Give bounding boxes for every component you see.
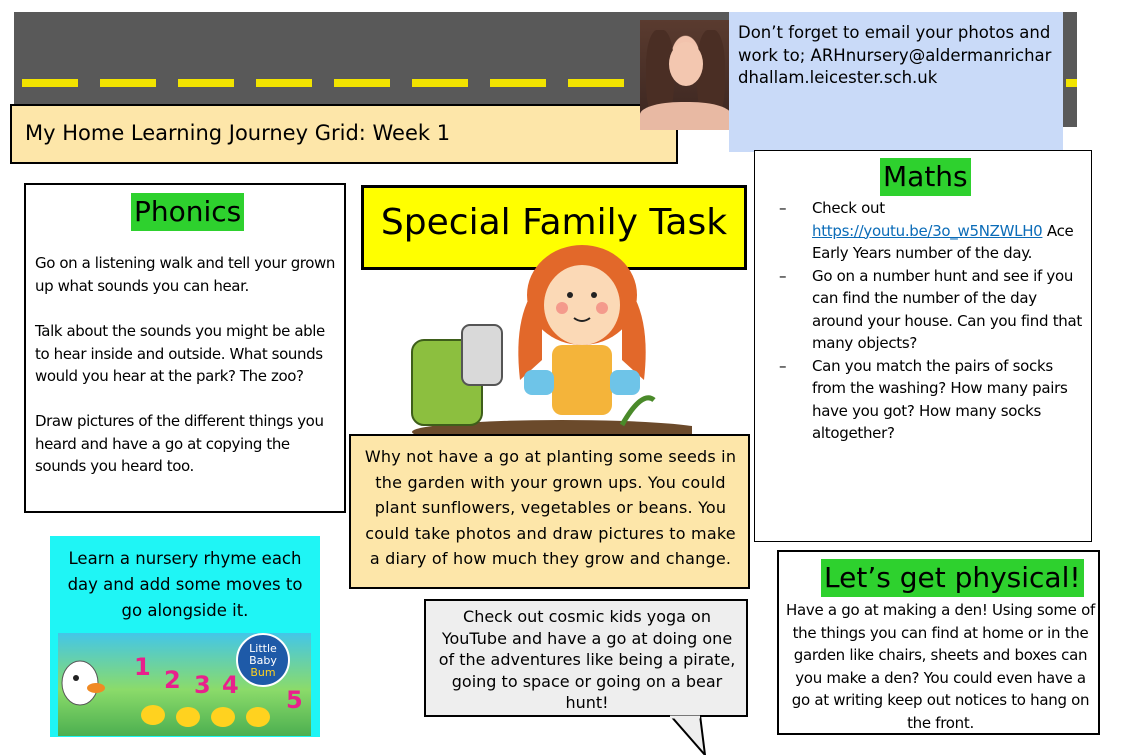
- sprout-icon: [622, 398, 654, 425]
- number-label: 1: [134, 653, 151, 681]
- maths-heading: Maths: [880, 158, 971, 196]
- duckling-icon: [246, 707, 270, 727]
- number-label: 2: [164, 666, 181, 694]
- road-dash: [568, 79, 624, 87]
- duckling-icon: [141, 705, 165, 725]
- road-dash: [412, 79, 468, 87]
- road-dash: [490, 79, 546, 87]
- special-task-text: Why not have a go at planting some seeds in the garden with your grown ups. You could plant sunflowers, vegetables or beans. You could take photos and draw pictures to make a diary of how much they grow and change.: [364, 447, 737, 568]
- glove-icon: [610, 370, 640, 395]
- logo-text: Little: [249, 642, 277, 655]
- yoga-text: Check out cosmic kids yoga on YouTube and have a go at doing one of the adventures like being a pirate, going to space or going on a bear hunt!: [438, 607, 736, 712]
- phonics-paragraph: Draw pictures of the different things you heard and have a go at copying the sounds you heard too.: [35, 412, 324, 475]
- maths-list: [779, 197, 1085, 445]
- page-title: My Home Learning Journey Grid: Week 1: [25, 121, 451, 145]
- duck-icon: [62, 661, 98, 705]
- youtube-link[interactable]: https://youtu.be/3o_w5NZWLH0: [812, 221, 1043, 240]
- email-note-box: [729, 12, 1063, 152]
- girl-face: [544, 265, 620, 345]
- email-note[interactable]: Don’t forget to email your photos and work to; ARHnursery@aldermanrichardhallam.leicester.sch.uk: [738, 23, 1052, 87]
- road-dash: [334, 79, 390, 87]
- road-dash: [1066, 79, 1077, 87]
- garden-tool: [462, 325, 502, 385]
- page-title-box: [10, 104, 678, 164]
- speech-bubble-tail: [660, 715, 710, 755]
- phonics-paragraph: Go on a listening walk and tell your grown up what sounds you can hear.: [35, 254, 336, 295]
- nursery-rhyme-text: Learn a nursery rhyme each day and add some moves to go alongside it.: [67, 549, 303, 620]
- physical-heading: Let’s get physical!: [821, 559, 1084, 597]
- road-dash: [22, 79, 78, 87]
- teacher-photo: [640, 20, 731, 130]
- number-label: 3: [194, 671, 211, 699]
- phonics-panel: [24, 183, 346, 513]
- duckling-icon: [211, 707, 235, 727]
- phonics-paragraph: Talk about the sounds you might be able to hear inside and outside. What sounds would you hear at the park? The zoo?: [35, 322, 325, 385]
- road-dash: [256, 79, 312, 87]
- logo-text: Bum: [250, 666, 276, 679]
- number-label: 5: [286, 686, 303, 714]
- glove-icon: [524, 370, 554, 395]
- special-task-box: [349, 434, 750, 589]
- gardening-girl-illustration: [392, 240, 692, 440]
- road-dash: [178, 79, 234, 87]
- number-label: 4: [222, 671, 239, 699]
- duckling-icon: [176, 707, 200, 727]
- physical-panel: [777, 550, 1100, 735]
- list-item: – Check out https://youtu.be/3o_w5NZWLH0 Ace Early Years number of the day.: [779, 197, 1085, 265]
- physical-text: Have a go at making a den! Using some of the things you can find at home or in the garden like chairs, sheets and boxes can you make a den? You could even have a go at writing keep out notices to hang on the front.: [786, 601, 1095, 732]
- little-baby-bum-image: [58, 633, 311, 736]
- girl-dress: [552, 345, 612, 415]
- list-item: – Go on a number hunt and see if you can find the number of the day around your house. Can you find that many objects?: [779, 265, 1085, 355]
- list-item: – Can you match the pairs of socks from the washing? How many pairs have you got? How many socks altogether?: [779, 355, 1085, 445]
- road-dash: [100, 79, 156, 87]
- maths-panel: [754, 150, 1092, 542]
- yoga-speech-bubble: [424, 599, 748, 717]
- phonics-heading: Phonics: [131, 193, 244, 231]
- special-task-heading: Special Family Task: [380, 202, 728, 243]
- logo-text: Baby: [249, 654, 277, 667]
